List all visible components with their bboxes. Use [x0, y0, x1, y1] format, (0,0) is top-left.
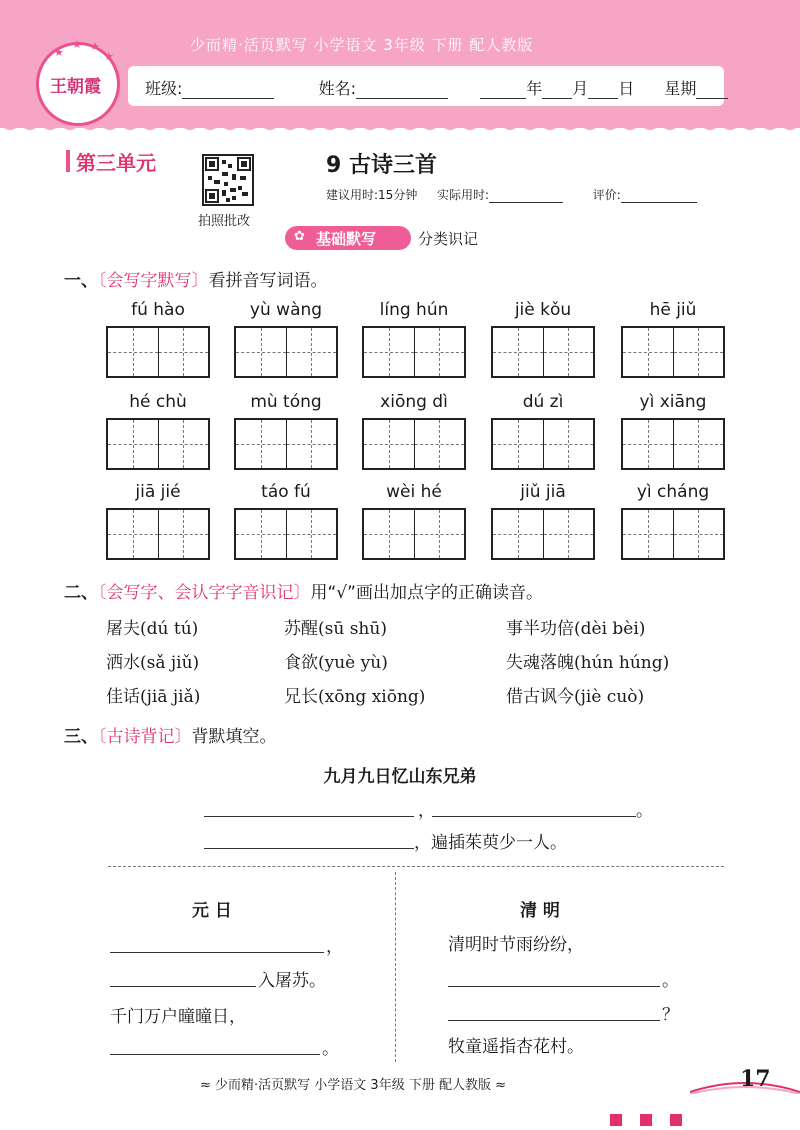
q1-writing-box[interactable]	[106, 508, 210, 560]
q1-pinyin: fú hào	[131, 300, 185, 320]
q1-pinyin: yì xiāng	[639, 392, 707, 412]
q2-instruction: 用“√”画出加点字的正确读音。	[310, 583, 543, 603]
poem3-line1: 清明时节雨纷纷，	[448, 935, 584, 955]
q1-pinyin: yì cháng	[636, 482, 710, 502]
name-blank[interactable]	[356, 80, 448, 99]
tianzige-cell[interactable]	[544, 510, 594, 558]
lesson-title: 9 古诗三首	[326, 153, 437, 178]
tianzige-cell[interactable]	[493, 420, 544, 468]
tianzige-cell[interactable]	[674, 420, 724, 468]
q1-pinyin: hē jiǔ	[649, 300, 697, 320]
q2-number: 二、	[64, 583, 98, 603]
q1-writing-box[interactable]	[362, 326, 466, 378]
tianzige-cell[interactable]	[159, 420, 209, 468]
actual-time-blank[interactable]	[489, 189, 563, 203]
poem2-line3: 千门万户曈曈日，	[110, 1007, 246, 1027]
section-subtitle: 分类识记	[418, 230, 479, 248]
tianzige-cell[interactable]	[674, 328, 724, 376]
q1-pinyin: líng hún	[379, 300, 449, 320]
poem3-line4: 牧童遥指杏花村。	[448, 1037, 584, 1057]
q1-writing-box[interactable]	[491, 508, 595, 560]
q2-item[interactable]: 佳话(jiā jiǎ)	[106, 687, 201, 707]
tianzige-cell[interactable]	[364, 510, 415, 558]
decor-square	[670, 1114, 682, 1126]
weekday-blank[interactable]	[696, 80, 728, 99]
tianzige-cell[interactable]	[623, 328, 674, 376]
poem1-comma: ，	[418, 801, 435, 821]
q1-number: 一、	[64, 271, 98, 291]
q1-pinyin: táo fú	[261, 482, 311, 502]
poem2-end-4: 。	[322, 1039, 339, 1059]
medal-icon: ✿	[294, 229, 305, 244]
q2-item[interactable]: 失魂落魄(hún húng)	[506, 653, 670, 673]
tianzige-cell[interactable]	[415, 510, 465, 558]
tianzige-cell[interactable]	[287, 420, 337, 468]
tianzige-cell[interactable]	[544, 328, 594, 376]
q1-writing-box[interactable]	[491, 418, 595, 470]
poem3-blank-2[interactable]	[448, 986, 660, 987]
tianzige-cell[interactable]	[493, 328, 544, 376]
tianzige-cell[interactable]	[364, 420, 415, 468]
name-label: 姓名:	[318, 79, 356, 98]
q2-item[interactable]: 屠夫(dú tú)	[106, 619, 199, 639]
poem3-end-2: 。	[662, 971, 679, 991]
header-wave-decoration	[0, 118, 800, 138]
q3-instruction: 背默填空。	[191, 727, 277, 747]
q2-item[interactable]: 苏醒(sū shū)	[284, 619, 387, 639]
poem2-blank-1[interactable]	[110, 952, 324, 953]
class-blank[interactable]	[182, 80, 274, 99]
poem2-blank-2[interactable]	[110, 986, 256, 987]
poem1-blank-1[interactable]	[204, 816, 414, 817]
poem1-line2-end: ，遍插茱萸少一人。	[414, 833, 567, 853]
time-line	[326, 186, 697, 203]
q1-pinyin: hé chù	[129, 392, 187, 412]
q1-writing-box[interactable]	[621, 326, 725, 378]
poem1-period: 。	[636, 801, 653, 821]
page-number: 17	[740, 1066, 771, 1092]
q1-instruction: 看拼音写词语。	[208, 271, 328, 291]
tianzige-cell[interactable]	[236, 510, 287, 558]
poem2-title: 元 日	[192, 901, 232, 921]
divider-vertical	[395, 872, 396, 1062]
q2-heading	[64, 578, 543, 603]
actual-time-label: 实际用时:	[436, 188, 490, 202]
poem2-blank-4[interactable]	[110, 1054, 320, 1055]
q1-pinyin: wèi hé	[386, 482, 442, 502]
q2-item[interactable]: 兄长(xōng xiōng)	[284, 687, 426, 707]
q3-heading	[64, 722, 277, 747]
q2-item[interactable]: 洒水(sǎ jiǔ)	[106, 653, 200, 673]
tianzige-cell[interactable]	[108, 420, 159, 468]
class-label: 班级:	[145, 79, 183, 98]
q1-writing-box[interactable]	[106, 418, 210, 470]
tianzige-cell[interactable]	[364, 328, 415, 376]
poem3-end-3: ？	[662, 1005, 679, 1025]
star-icon: ★	[90, 40, 100, 53]
q1-writing-box[interactable]	[234, 508, 338, 560]
rating-blank[interactable]	[621, 189, 697, 203]
q1-writing-box[interactable]	[234, 418, 338, 470]
q1-writing-box[interactable]	[362, 418, 466, 470]
star-icon: ★	[54, 46, 64, 59]
q3-tag: 〔古诗背记〕	[98, 727, 192, 747]
tianzige-cell[interactable]	[415, 420, 465, 468]
year-label: 年	[526, 79, 543, 98]
poem3-title: 清 明	[520, 901, 560, 921]
section-badge-text: 基础默写	[316, 230, 377, 248]
q1-pinyin: jiā jié	[135, 482, 181, 502]
unit-accent-bar	[66, 150, 70, 172]
q1-writing-box[interactable]	[234, 326, 338, 378]
tianzige-cell[interactable]	[236, 328, 287, 376]
poem1-blank-3[interactable]	[204, 848, 414, 849]
q3-number: 三、	[64, 727, 98, 747]
day-label: 日	[618, 79, 635, 98]
q2-tag: 〔会写字、会认字字音识记〕	[98, 583, 311, 603]
tianzige-cell[interactable]	[415, 328, 465, 376]
poem1-title: 九月九日忆山东兄弟	[323, 767, 477, 787]
decor-square	[640, 1114, 652, 1126]
qr-label: 拍照批改	[198, 214, 251, 229]
q1-pinyin: jiè kǒu	[514, 300, 572, 320]
q2-item[interactable]: 食欲(yuè yù)	[284, 653, 388, 673]
tianzige-cell[interactable]	[623, 510, 674, 558]
weekday-label: 星期	[664, 79, 697, 98]
tianzige-cell[interactable]	[674, 510, 724, 558]
footer-series: ≈ 少而精·活页默写 小学语文 3年级 下册 配人教版 ≈	[200, 1078, 506, 1093]
tianzige-cell[interactable]	[159, 328, 209, 376]
month-blank[interactable]	[542, 80, 572, 99]
q1-pinyin: mù tóng	[250, 392, 322, 412]
year-blank[interactable]	[480, 80, 526, 99]
q1-writing-box[interactable]	[621, 418, 725, 470]
star-icon: ★	[72, 38, 82, 51]
q1-pinyin: dú zì	[522, 392, 564, 412]
star-icon: ★	[104, 50, 114, 63]
poem1-blank-2[interactable]	[432, 816, 636, 817]
header-band	[0, 0, 800, 128]
tianzige-cell[interactable]	[108, 328, 159, 376]
suggested-time: 建议用时:15分钟	[326, 188, 418, 202]
tianzige-cell[interactable]	[544, 420, 594, 468]
tianzige-cell[interactable]	[287, 328, 337, 376]
q1-pinyin: yù wàng	[249, 300, 323, 320]
month-label: 月	[572, 79, 589, 98]
q1-pinyin: jiǔ jiā	[520, 482, 566, 502]
q1-writing-box[interactable]	[621, 508, 725, 560]
poem3-blank-3[interactable]	[448, 1020, 660, 1021]
tianzige-cell[interactable]	[108, 510, 159, 558]
series-title: 少而精·活页默写 小学语文 3年级 下册 配人教版	[190, 36, 534, 54]
logo-text: 王朝霞	[50, 77, 101, 97]
q1-writing-box[interactable]	[362, 508, 466, 560]
q1-writing-box[interactable]	[106, 326, 210, 378]
qr-code-icon[interactable]	[202, 154, 254, 206]
q2-item[interactable]: 事半功倍(dèi bèi)	[506, 619, 646, 639]
tianzige-cell[interactable]	[287, 510, 337, 558]
unit-title: 第三单元	[76, 151, 156, 175]
tianzige-cell[interactable]	[159, 510, 209, 558]
poem2-end-2: 入屠苏。	[258, 971, 326, 991]
student-info-line	[145, 76, 728, 99]
q1-heading	[64, 266, 328, 291]
q2-item[interactable]: 借古讽今(jiè cuò)	[506, 687, 645, 707]
tianzige-cell[interactable]	[623, 420, 674, 468]
tianzige-cell[interactable]	[493, 510, 544, 558]
tianzige-cell[interactable]	[236, 420, 287, 468]
poem2-end-1: ，	[326, 937, 343, 957]
q1-writing-box[interactable]	[491, 326, 595, 378]
q1-tag: 〔会写字默写〕	[98, 271, 209, 291]
divider-horizontal	[108, 866, 724, 867]
day-blank[interactable]	[588, 80, 618, 99]
q1-pinyin: xiōng dì	[380, 392, 448, 412]
decor-square	[610, 1114, 622, 1126]
rating-label: 评价:	[592, 188, 621, 202]
